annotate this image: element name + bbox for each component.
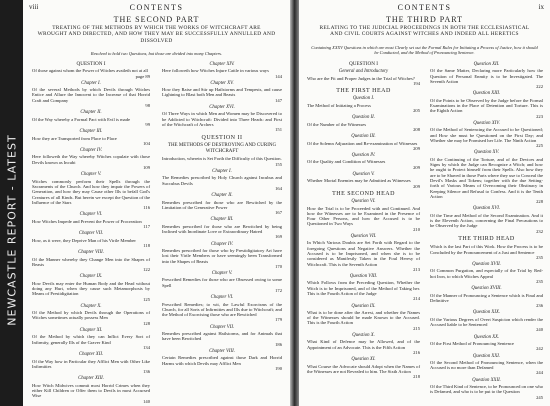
entry-title: Of Three Ways in which Men and Women may be Discovered to be Addicted to Witchcraft: Divided into Three Heads: and First of the Witchcraft of Archers (162, 111, 282, 127)
contents-entry (430, 244, 543, 260)
entry-page-number: 208 (413, 126, 420, 132)
entry-page-number: 109 (143, 165, 150, 171)
right-part-subtitle: RELATING TO THE JUDICIAL PROCEEDINGS IN BOTH THE ECCLESIASTICAL AND CIVIL COURTS AGAINST WITCHES AND INDEED ALL HERETICS (319, 25, 530, 38)
entry-page-number: 118 (143, 242, 150, 248)
entry-page-number: 242 (536, 346, 543, 352)
right-page-number: ix (538, 3, 544, 11)
chapter-heading: Question I. (352, 96, 375, 102)
entry-title: Of the First Method of Pronouncing Sentence (430, 340, 514, 346)
entry-title: Of the Time and Method of the Second Examination. And it is the Eleventh Action, concerning the Final Precautions to be Observed by the Judge (430, 212, 543, 229)
contents-entry (430, 127, 543, 148)
entry-page-number: 104 (143, 140, 150, 146)
contents-entry (162, 331, 282, 347)
contents-entry (32, 383, 150, 404)
section-heading: THE SECOND HEAD (332, 190, 395, 197)
entry-title: Witches commonly perform their Spells through the Sacraments of the Church. And how they impair the Powers of Generation, and how they may Cause other Ills to befall God's Creatures of all Kinds. But herein we except the Question of the Influence of the Stars (32, 178, 150, 205)
left-part-title: THE SECOND PART (113, 15, 200, 24)
entry-page-number: 128 (143, 320, 150, 326)
contents-entry (162, 277, 282, 293)
chapter-heading: Chapter XIV. (209, 62, 235, 67)
entry-title: What Kind of Defence may be Allowed, and of the Appointment of an Advocate. This is the Fifth Action (307, 339, 420, 350)
handwritten-margin-note (4, 70, 20, 390)
entry-title: What is to be done after the Arrest, and whether the Names of the Witnesses should be made Known to the Accused. This is the Fourth Action (307, 309, 420, 326)
entry-title: Of the Method by which they can Inflict Every Sort of Infirmity, generally Ills of the Graver Kind (32, 334, 150, 345)
chapter-heading: Chapter VIII. (78, 250, 104, 256)
section-heading: THE FIRST HEAD (336, 88, 391, 95)
entry-title: Whether Mortal Enemies may be Admitted as Witnesses (307, 178, 411, 184)
entry-title: How Witch Midwives commit most Horrid Crimes when they either Kill Children or Offer them to Devils in most Accursed Wise (32, 382, 150, 399)
question-heading: QUESTION I (349, 61, 378, 67)
contents-entry (162, 175, 282, 191)
contents-entry (307, 178, 420, 189)
entry-title: Prescribed Remedies; to wit, the Lawful Exorcisms of the Church, for all Sorts of Infirmities and Ills due to Witchcraft; and the Method of Exorcising those who are Bewitched (162, 301, 282, 318)
contents-entry (307, 339, 420, 355)
entry-title: Prescribed Remedies for those who are Obsessed owing to some Spell (162, 277, 282, 288)
entry-page-number: 190 (275, 365, 282, 371)
entry-page-number: 98 (145, 103, 150, 109)
entry-title: How the Trial is to be Proceeded with and Continued. And how the Witnesses are to be Examined in the Presence of Four Other Persons, and how the Accused is to be Questioned in Two Ways (307, 205, 420, 227)
entry-page-number: 232 (536, 228, 543, 234)
entry-page-number: 167 (275, 210, 282, 216)
entry-title: Of the several Methods by which Devils through Witches Entice and Allure the Innocent to the Increase of that Horrid Craft and Company (32, 87, 150, 103)
chapter-heading: Chapter IV. (79, 148, 103, 154)
contents-entry (162, 355, 282, 371)
contents-entry (32, 281, 150, 302)
chapter-heading: Question XIX. (472, 310, 501, 316)
chapter-heading: Chapter XII. (78, 352, 104, 358)
chapter-heading: Chapter VIII. (209, 348, 235, 354)
contents-entry (307, 364, 420, 380)
entry-title: Of the Number of the Witnesses (307, 121, 367, 127)
chapter-heading: Question XVIII. (471, 286, 502, 292)
right-running-header (299, 3, 550, 14)
chapter-heading: Chapter V. (211, 271, 233, 277)
chapter-heading: Chapter VII. (78, 231, 104, 237)
contents-entry (32, 179, 150, 211)
entry-title: The Method of Initiating a Process (307, 102, 371, 108)
entry-title: Of the Same Matter, Declaring more Particularly how the Question of Personal Enmity is to be Investigated. The Seventh Action (430, 68, 543, 84)
entry-page-number: 245 (536, 394, 543, 400)
entry-page-number: 223 (536, 113, 543, 119)
chapter-heading: Question XVI. (472, 206, 501, 212)
entry-page-number: 144 (275, 73, 282, 79)
contents-entry (430, 68, 543, 89)
entry-page-number: 218 (413, 374, 420, 380)
entry-page-number: 169 (275, 234, 282, 240)
chapter-heading: Question IX. (351, 303, 376, 309)
chapter-heading: Question XV. (474, 150, 499, 156)
entry-page-number: 125 (143, 296, 150, 302)
entry-title: Of the Points to be Observed by the Judge before the Formal Examinations in the Place of Detention and Torture. This is the Eighth Action (430, 97, 543, 114)
left-column-1 (32, 60, 150, 404)
entry-title: Remedies prescribed for those who are Bewitched by being Inclined with Inordinate Love or Extraordinary Hatred (162, 223, 282, 235)
chapter-heading: Chapter III. (79, 129, 103, 135)
contents-entry (32, 117, 150, 128)
contents-entry (307, 240, 420, 272)
right-column-2 (430, 60, 543, 400)
chapter-heading: Chapter I. (81, 80, 101, 86)
chapter-heading: Chapter VI. (210, 295, 234, 301)
contents-entry (162, 248, 282, 269)
chapter-heading: Chapter II. (211, 193, 233, 199)
entry-title: How, as it were, they Deprive Man of his Virile Member (32, 237, 136, 243)
chapter-heading: Chapter IV. (210, 241, 234, 247)
contents-entry (430, 213, 543, 234)
chapter-heading: Chapter XVI. (209, 105, 235, 111)
entry-title: Who are the Fit and Proper Judges in the Trial of Witches? (307, 75, 415, 81)
contents-entry (307, 122, 420, 133)
entry-title: Of the Way how in Particular they Afflict Men with Other Like Infirmities (32, 358, 150, 369)
chapter-heading: Question XX. (473, 334, 500, 340)
entry-page-number: 170 (275, 263, 282, 269)
entry-page-number: 205 (413, 108, 420, 114)
chapter-heading: Question XIV. (473, 120, 500, 126)
entry-page-number: 215 (413, 325, 420, 331)
entry-page-number: 117 (143, 224, 150, 230)
right-running-title: CONTENTS (397, 3, 452, 12)
chapter-heading: Chapter II. (80, 110, 102, 116)
chapter-heading: Chapter VII. (209, 324, 235, 330)
entry-page-number: 155 (275, 161, 282, 167)
entry-page-number: 209 (413, 183, 420, 189)
entry-page-number: 244 (536, 370, 543, 376)
entry-title: Introduction, wherein is Set Forth the Difficulty of this Question. (162, 156, 282, 162)
chapter-heading: Chapter X. (80, 303, 102, 309)
section-heading: QUESTION II (201, 134, 243, 141)
contents-entry (32, 219, 150, 230)
contents-entry (430, 317, 543, 333)
entry-page-number: 151 (275, 127, 282, 133)
chapter-heading: Chapter VI. (79, 212, 103, 218)
book-gutter (290, 0, 299, 406)
chapter-heading: General and Introductory (338, 69, 389, 75)
entry-title: Which Follows from the Preceding Question, Whether the Witch is to be Imprisoned, and of the Method of Taking her. This is the Fourth Action of the Judge (307, 280, 420, 296)
right-part-title: THE THIRD PART (385, 15, 464, 24)
entry-title: Of the Third Kind of Sentence, to be Pronounced on one who is Defamed, and who is to be put to the Question (430, 384, 543, 395)
chapter-heading: Chapter IX. (79, 274, 103, 280)
right-column-1 (307, 60, 420, 379)
entry-title: Of the Method by which Devils through the Operations of Witches sometimes actually possess Men (32, 310, 150, 321)
entry-title: Of the Manner whereby they Change Men into the Shapes of Beasts (32, 256, 150, 267)
chapter-heading: Chapter III. (210, 217, 234, 223)
chapter-heading: Chapter V. (80, 172, 102, 178)
entry-title: Of the Method of Sentencing the Accused to be Questioned; and How she must be Questioned on the First Day; and Whether she may be Promised her Life. The Ninth Action (430, 127, 543, 143)
entry-page-number: 164 (275, 185, 282, 191)
left-running-header (23, 3, 290, 14)
left-page-number: viii (29, 3, 39, 11)
dark-margin-strip (0, 0, 23, 406)
section-subheading: THE METHODS OF DESTROYING AND CURING WITCHCRAFT (167, 142, 277, 154)
entry-page-number: 134 (143, 344, 150, 350)
entry-page-number: page 89 (135, 73, 150, 79)
entry-title: What Course the Advocate should Adopt when the Names of the Witnesses are not Revealed to him. The Sixth Action (307, 363, 420, 374)
question-heading: QUESTION I (76, 61, 106, 67)
contents-entry (162, 87, 282, 103)
contents-entry (430, 293, 543, 309)
chapter-heading: Question II. (352, 115, 375, 121)
entry-title: The Remedies prescribed by Holy Church against Incubus and Succubus Devils (162, 175, 282, 186)
entry-title: Of the Solemn Adjuration and Re-examination of Witnesses (307, 140, 418, 146)
left-part-subtitle: TREATING OF THE METHODS BY WHICH THE WORKS OF WITCHCRAFT ARE WROUGHT AND DIRECTED, AND HOW THEY MAY BE SUCCESSFULLY ANNULLED AND DISSOLVED (37, 25, 276, 44)
right-part-note: Containing XXXV Questions in which are most Clearly set out the Formal Rules for Initiating a Process of Justice, how it should be Conducted, and the Method of Pronouncing Sentence. (311, 45, 538, 56)
entry-page-number: 216 (413, 349, 420, 355)
entry-page-number: 235 (536, 278, 543, 284)
entry-title: In Which Various Doubts are Set Forth with Regard to the foregoing Questions and Negative Answers. Whether the Accused is to be Imprisoned, and when she is to be considered as Manifestly Taken in the Foul Heresy of Witchcraft. This is the Seventh Action (307, 240, 420, 267)
contents-entry (162, 302, 282, 323)
chapter-heading: Question XXI. (472, 353, 501, 359)
entry-page-number: 222 (536, 84, 543, 90)
left-part-note: Resolved to hold two Questions, but those are divided into many Chapters. (90, 51, 223, 56)
contents-entry (32, 238, 150, 249)
left-column-2 (162, 60, 282, 371)
entry-page-number: 210 (413, 226, 420, 232)
entry-page-number: 214 (413, 296, 420, 302)
contents-entry (32, 257, 150, 273)
entry-page-number: 240 (536, 327, 543, 333)
contents-entry (430, 384, 543, 400)
entry-title: Of the Second Method of Pronouncing Sentence, when the Accused is no more than Defamed (430, 359, 543, 371)
entry-title: Here followeth the Way whereby Witches copulate with those Devils known as Incubi (32, 154, 150, 165)
chapter-heading: Question VIII. (349, 274, 378, 280)
contents-entry (307, 76, 420, 87)
contents-entry (32, 68, 150, 79)
entry-title: How Devils may enter the Human Body and the Head without doing any Hurt, when they cause such Metamorphosis by Means of Prestidigitation (32, 280, 150, 297)
contents-entry (162, 111, 282, 132)
contents-entry (430, 157, 543, 205)
chapter-heading: Question XI. (351, 357, 376, 363)
chapter-heading: Question XXII. (472, 377, 501, 383)
chapter-heading: Question V. (352, 172, 375, 178)
contents-entry (430, 341, 543, 352)
entry-page-number: 209 (413, 145, 420, 151)
entry-page-number: 99 (145, 121, 150, 127)
entry-page-number: 225 (536, 143, 543, 149)
contents-entry (430, 268, 543, 284)
entry-title: Of the Quality and Condition of Witnesses (307, 159, 386, 165)
chapter-heading: Question VI. (351, 199, 376, 205)
contents-entry (162, 68, 282, 79)
contents-entry (307, 141, 420, 152)
entry-page-number: 209 (413, 164, 420, 170)
entry-title: Remedies prescribed against Hailstorms, and for Animals that have been Bewitched (162, 331, 282, 342)
contents-entry (32, 334, 150, 350)
contents-entry (162, 200, 282, 216)
left-running-title: CONTENTS (129, 3, 184, 12)
entry-title: Certain Remedies prescribed against those Dark and Horrid Harms with which Devils may Afflict Men (162, 355, 282, 366)
contents-entry (32, 87, 150, 108)
entry-title: Which is the last Part of this Work. How the Process is to be Concluded by the Pronouncement of a Just and Sentence (430, 244, 543, 255)
entry-page-number: 122 (143, 267, 150, 273)
entry-page-number: 140 (143, 398, 150, 404)
chapter-heading: Question X. (352, 333, 375, 339)
right-page (299, 0, 550, 406)
entry-page-number: 213 (413, 266, 420, 272)
contents-entry (430, 360, 543, 376)
entry-title: How Witches Impede and Prevent the Power of Procreation (32, 218, 142, 224)
section-heading: THE THIRD HEAD (458, 235, 515, 242)
contents-entry (32, 359, 150, 375)
contents-entry (307, 206, 420, 232)
contents-entry (430, 98, 543, 119)
entry-title: How they Raise and Stir up Hailstorms and Tempests, and cause Lightning to Blast both Men and Beasts (162, 87, 282, 98)
entry-title: Remedies prescribed for those who are Bewitched by the Limitation of the Generative Power (162, 199, 282, 210)
entry-page-number: 186 (275, 341, 282, 347)
left-page (23, 0, 290, 406)
margin-note-text: NEWCASTLE REPORT - LATEST (5, 134, 19, 326)
entry-page-number: 228 (536, 199, 543, 205)
chapter-heading: Chapter XV. (210, 80, 234, 86)
chapter-heading: Question III. (351, 134, 376, 140)
entry-page-number: 136 (143, 369, 150, 375)
contents-entry (307, 159, 420, 170)
chapter-heading: Question XII. (473, 62, 500, 67)
contents-entry (162, 224, 282, 240)
chapter-heading: Chapter I. (212, 169, 232, 175)
contents-entry (162, 156, 282, 167)
chapter-heading: Question XVII. (472, 262, 501, 268)
contents-entry (307, 103, 420, 114)
entry-page-number: 194 (413, 80, 420, 86)
entry-title: Of Common Purgation, and especially of the Trial by Red-hot Iron, to which Witches Appeal (430, 268, 543, 279)
contents-entry (307, 280, 420, 301)
chapter-heading: Question IV. (351, 153, 376, 159)
entry-title: Remedies prescribed for those who by Prestidigitatory Art have lost their Virile Members or have seemingly been Transformed into the Shapes of Beasts (162, 247, 282, 264)
contents-entry (32, 154, 150, 170)
entry-title: Of the Continuing of the Torture, and of the Devices and Signs by which the Judge can Recognize a Witch; and how he ought to Protect himself from their Spells. Also how they are to be Shaved in those Parts where they use to Conceal the Devil's Masks and Tokens; together with the due Setting-forth of Various Means of Overcoming their Obstinacy in Keeping Silence and Refusal to Confess. And it is the Tenth Action (430, 156, 543, 199)
contents-entry (307, 310, 420, 331)
entry-page-number: 147 (275, 97, 282, 103)
entry-title: Of the Various Degrees of Overt Suspicion which render the Accused liable to be Sentenced (430, 316, 543, 328)
chapter-heading: Question XIII. (472, 91, 501, 97)
entry-page-number: 172 (275, 287, 282, 293)
entry-title: Of the Way whereby a Formal Pact with Evil is made (32, 116, 131, 122)
entry-title: Of the Manner of Pronouncing a Sentence which is Final and Definitive (430, 292, 543, 303)
chapter-heading: Question VII. (350, 234, 377, 240)
entry-title: Of those against whom the Power of Witches availeth not at all (32, 68, 148, 74)
chapter-heading: Chapter XIII. (78, 376, 104, 382)
entry-title: Here followeth how Witches Injure Cattle in various ways (162, 68, 269, 74)
entry-page-number: 179 (275, 317, 282, 323)
entry-title: How they are Transported from Place to Place (32, 135, 117, 141)
entry-page-number: 116 (143, 205, 150, 211)
entry-page-number: 236 (536, 303, 543, 309)
contents-entry (32, 136, 150, 147)
entry-page-number: 235 (536, 254, 543, 260)
chapter-heading: Chapter XI. (79, 328, 103, 334)
contents-entry (32, 310, 150, 326)
